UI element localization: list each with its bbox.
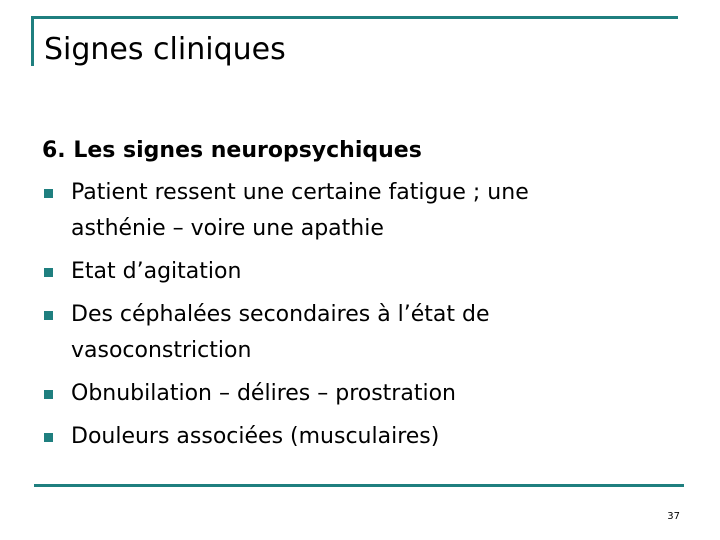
page-number: 37 [667,511,680,522]
bullet-text: Des céphalées secondaires à l’état de [71,302,490,327]
bullet-text: Patient ressent une certaine fatigue ; une [71,180,529,205]
square-bullet-icon [44,433,53,442]
square-bullet-icon [44,189,53,198]
bullet-item-5 [44,419,684,455]
bullet-item-3 [44,297,684,369]
bullet-item-4 [44,376,684,412]
bullet-text: Obnubilation – délires – prostration [71,381,456,406]
square-bullet-icon [44,268,53,277]
footer-rule [34,484,684,487]
title-frame-left-rule [31,16,34,66]
bullet-text: Etat d’agitation [71,259,242,284]
section-heading: 6. Les signes neuropsychiques [42,138,422,163]
bullet-item-2 [44,254,684,290]
slide-title: Signes cliniques [44,32,286,67]
bullet-text-continued: asthénie – voire une apathie [71,216,384,241]
bullet-item-1 [44,175,684,247]
square-bullet-icon [44,390,53,399]
bullet-text-continued: vasoconstriction [71,338,252,363]
square-bullet-icon [44,311,53,320]
bullet-list [44,175,684,462]
bullet-text: Douleurs associées (musculaires) [71,424,440,449]
title-frame-top-rule [31,16,678,19]
